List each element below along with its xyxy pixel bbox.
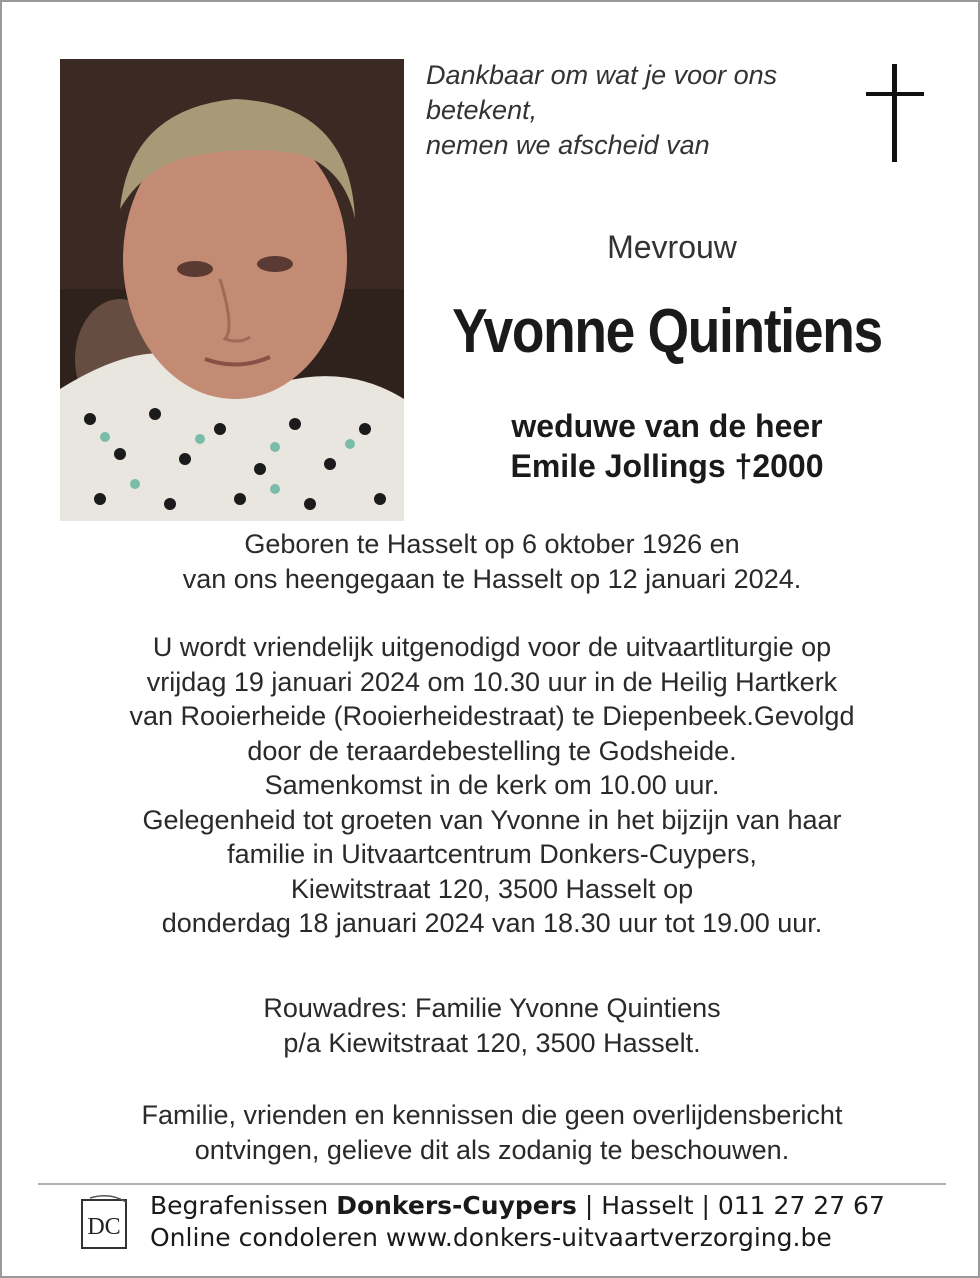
invitation-line: Kiewitstraat 120, 3500 Hasselt op (290, 873, 694, 904)
phone-number[interactable]: 011 27 27 67 (717, 1191, 885, 1220)
website-link[interactable]: www.donkers-uitvaartverzorging.be (385, 1223, 832, 1252)
born-line: van ons heengegaan te Hasselt op 12 januari 2024. (182, 563, 802, 594)
company-name: Donkers-Cuypers (336, 1191, 577, 1220)
invitation-line: U wordt vriendelijk uitgenodigd voor de uitvaartliturgie op (152, 632, 832, 662)
invitation-line: Samenkomst in de kerk om 10.00 uur. (264, 770, 720, 800)
footer-line-online (150, 1222, 950, 1254)
address-line: p/a Kiewitstraat 120, 3500 Hasselt. (283, 1027, 701, 1058)
intro-line: Dankbaar om wat je voor ons (426, 60, 778, 90)
spouse-line: Emile Jollings †2000 (510, 448, 824, 484)
deceased-name: Yvonne Quintiens (452, 297, 882, 366)
honorific: Mevrouw (607, 229, 737, 265)
invitation-line: familie in Uitvaartcentrum Donkers-Cuypers, (227, 839, 757, 869)
intro-line: nemen we afscheid van (426, 130, 710, 160)
funeral-home-logo (80, 1194, 130, 1250)
notice-line: ontvingen, gelieve dit als zodanig te beschouwen. (194, 1134, 790, 1165)
intro-text (426, 58, 846, 163)
footer-divider (38, 1183, 946, 1185)
notice-line: Familie, vrienden en kennissen die geen overlijdensbericht (141, 1100, 843, 1130)
invitation-line: donderdag 18 januari 2024 van 18.30 uur tot 19.00 uur. (161, 908, 823, 938)
invitation-line: van Rooierheide (Rooierheidestraat) te Diepenbeek.Gevolgd (129, 701, 855, 731)
svg-text:DC: DC (87, 1214, 121, 1240)
spouse-line: weduwe van de heer (511, 408, 823, 444)
born-line: Geboren te Hasselt op 6 oktober 1926 en (244, 529, 740, 559)
invitation-line: door de teraardebestelling te Godsheide. (247, 735, 737, 766)
footer-prefix: Begrafenissen (150, 1191, 337, 1220)
footer-info (150, 1190, 950, 1254)
deceased-photo (60, 59, 404, 521)
invitation-line: vrijdag 19 januari 2024 om 10.30 uur in de Heilig Hartkerk (146, 666, 838, 697)
mourning-address (62, 991, 922, 1060)
notice-text (62, 1098, 922, 1167)
address-line: Rouwadres: Familie Yvonne Quintiens (263, 993, 721, 1023)
spouse-info (442, 406, 892, 486)
cross-icon (866, 64, 924, 162)
birth-death-info (62, 527, 922, 596)
invitation-line: Gelegenheid tot groeten van Yvonne in het bijzijn van haar (142, 804, 842, 835)
portrait-illustration (60, 59, 404, 521)
intro-line: betekent, (426, 95, 538, 125)
funeral-invitation (62, 630, 922, 941)
online-label: Online condoleren (150, 1223, 386, 1252)
footer-line-company (150, 1190, 950, 1222)
footer-location: | Hasselt | (576, 1191, 718, 1220)
